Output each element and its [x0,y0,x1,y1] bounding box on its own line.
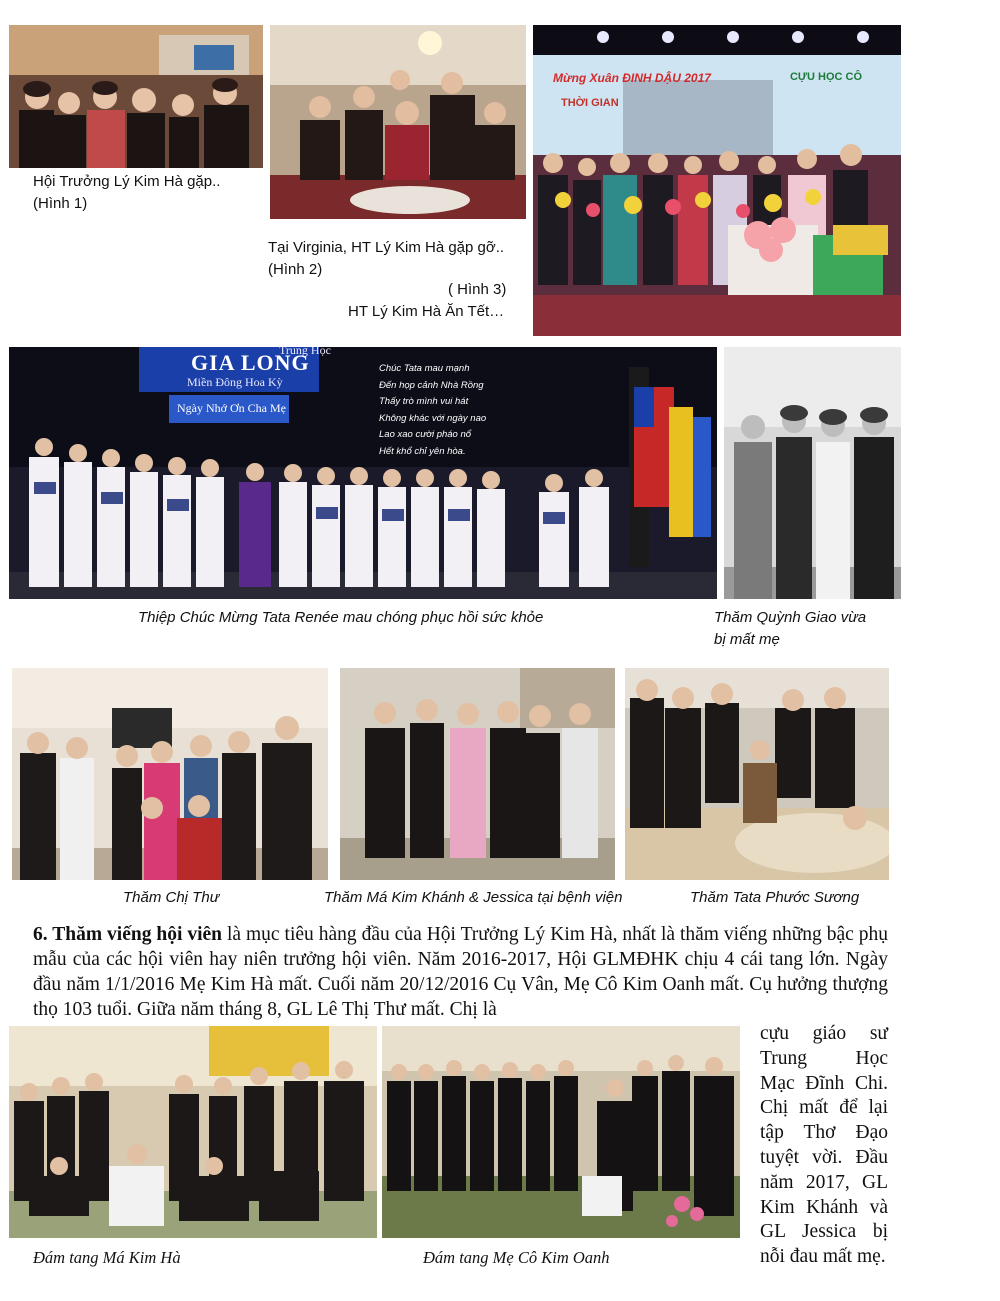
side-line: Chị mất để lại [760,1097,888,1119]
article-paragraph [33,922,888,1022]
photo-4-banner-event: Ngày Nhớ Ơn Cha Mẹ [177,401,286,415]
photo-7-caption: Thăm Má Kim Khánh & Jessica tại bệnh viện [324,889,623,906]
photo-tet-celebration [533,25,901,336]
side-line: GL Jessica bị [760,1221,888,1243]
side-line: Mạc Đĩnh Chi. [760,1072,888,1094]
side-line: Kim Khánh và [760,1196,888,1218]
photo-9-caption: Đám tang Má Kim Hà [33,1248,181,1267]
photo-5-caption: Thăm Quỳnh Giao vừa bị mất mẹ [714,609,867,648]
side-line: cựu giáo sư [760,1023,888,1044]
photo-4-banner-region: Miền Đông Hoa Kỳ [187,375,283,389]
article-body: là mục tiêu hàng đầu của Hội Trưởng Lý Kim Hà, nhất là thăm viếng những bậc phụ mẫu của các hội viên hay niên trưởng hội viên. Năm 2016-2017, Hội GLMĐHK chịu 4 cái tang lớn. Ngày đầu năm 1/1/2016 Mẹ Kim Hà mất. Cuối năm 20/12/2016 Cụ Vân, Mẹ Cô Kim Oanh mất. Cụ hưởng thượng thọ 103 tuổi. Giữa năm tháng 8, GL Lê Thị Thư mất. Chị là [33,924,888,1020]
photo-hospital-visit [340,668,615,880]
photo-4-banner-title: GIA LONG [191,350,310,375]
photo-10-caption: Đám tang Mẹ Cô Kim Oanh [423,1248,610,1267]
photo-3-caption: HT Lý Kim Hà Ăn Tết… [348,303,505,320]
photo-4-poem: Chúc Tata mau mạnh Đến họp cảnh Nhà Rồng Thấy trò mình vui hát Không khác với ngày nao Lao xao cười pháo nổ Hết khổ chỉ yên hòa. [379,363,487,457]
photo-3-banner-subtitle: THỜI GIAN [561,97,619,109]
side-line: tập Thơ Đạo [760,1122,888,1144]
side-line: nỗi đau mất mẹ. [760,1246,886,1268]
photo-chi-thu-visit [12,668,328,880]
photo-funeral-kim-ha [9,1026,377,1238]
article-side-column [760,1022,888,1270]
photo-meeting-1 [9,25,263,168]
side-line: Trung Học [760,1047,888,1069]
photo-phuoc-suong-visit [625,668,889,880]
side-line: tuyệt vời. Đầu [760,1146,888,1168]
photo-4-caption: Thiệp Chúc Mừng Tata Renée mau chóng phục hồi sức khỏe [138,609,544,626]
photo-8-caption: Thăm Tata Phước Sương [690,889,860,906]
photo-4-banner-line1: Trung Học [279,347,331,357]
photo-3-caption-label: ( Hình 3) [448,281,507,298]
photo-6-caption: Thăm Chị Thư [123,889,220,906]
photo-2-caption: Tại Virginia, HT Lý Kim Hà gặp gỡ.. (Hình 2) [268,239,505,278]
side-line: năm 2017, GL [760,1171,888,1193]
article-heading: 6. Thăm viếng hội viên [33,924,223,945]
photo-meeting-2 [270,25,526,219]
photo-funeral-kim-oanh [382,1026,740,1238]
photo-quynh-giao-visit [724,347,901,599]
photo-3-banner-side: CỰU HỌC CÔ [789,71,863,83]
photo-1-caption: Hội Trưởng Lý Kim Hà gặp.. (Hình 1) [33,173,221,212]
photo-3-banner-title: Mừng Xuân ĐINH DẬU 2017 [553,71,711,85]
photo-choir-card [9,347,717,599]
